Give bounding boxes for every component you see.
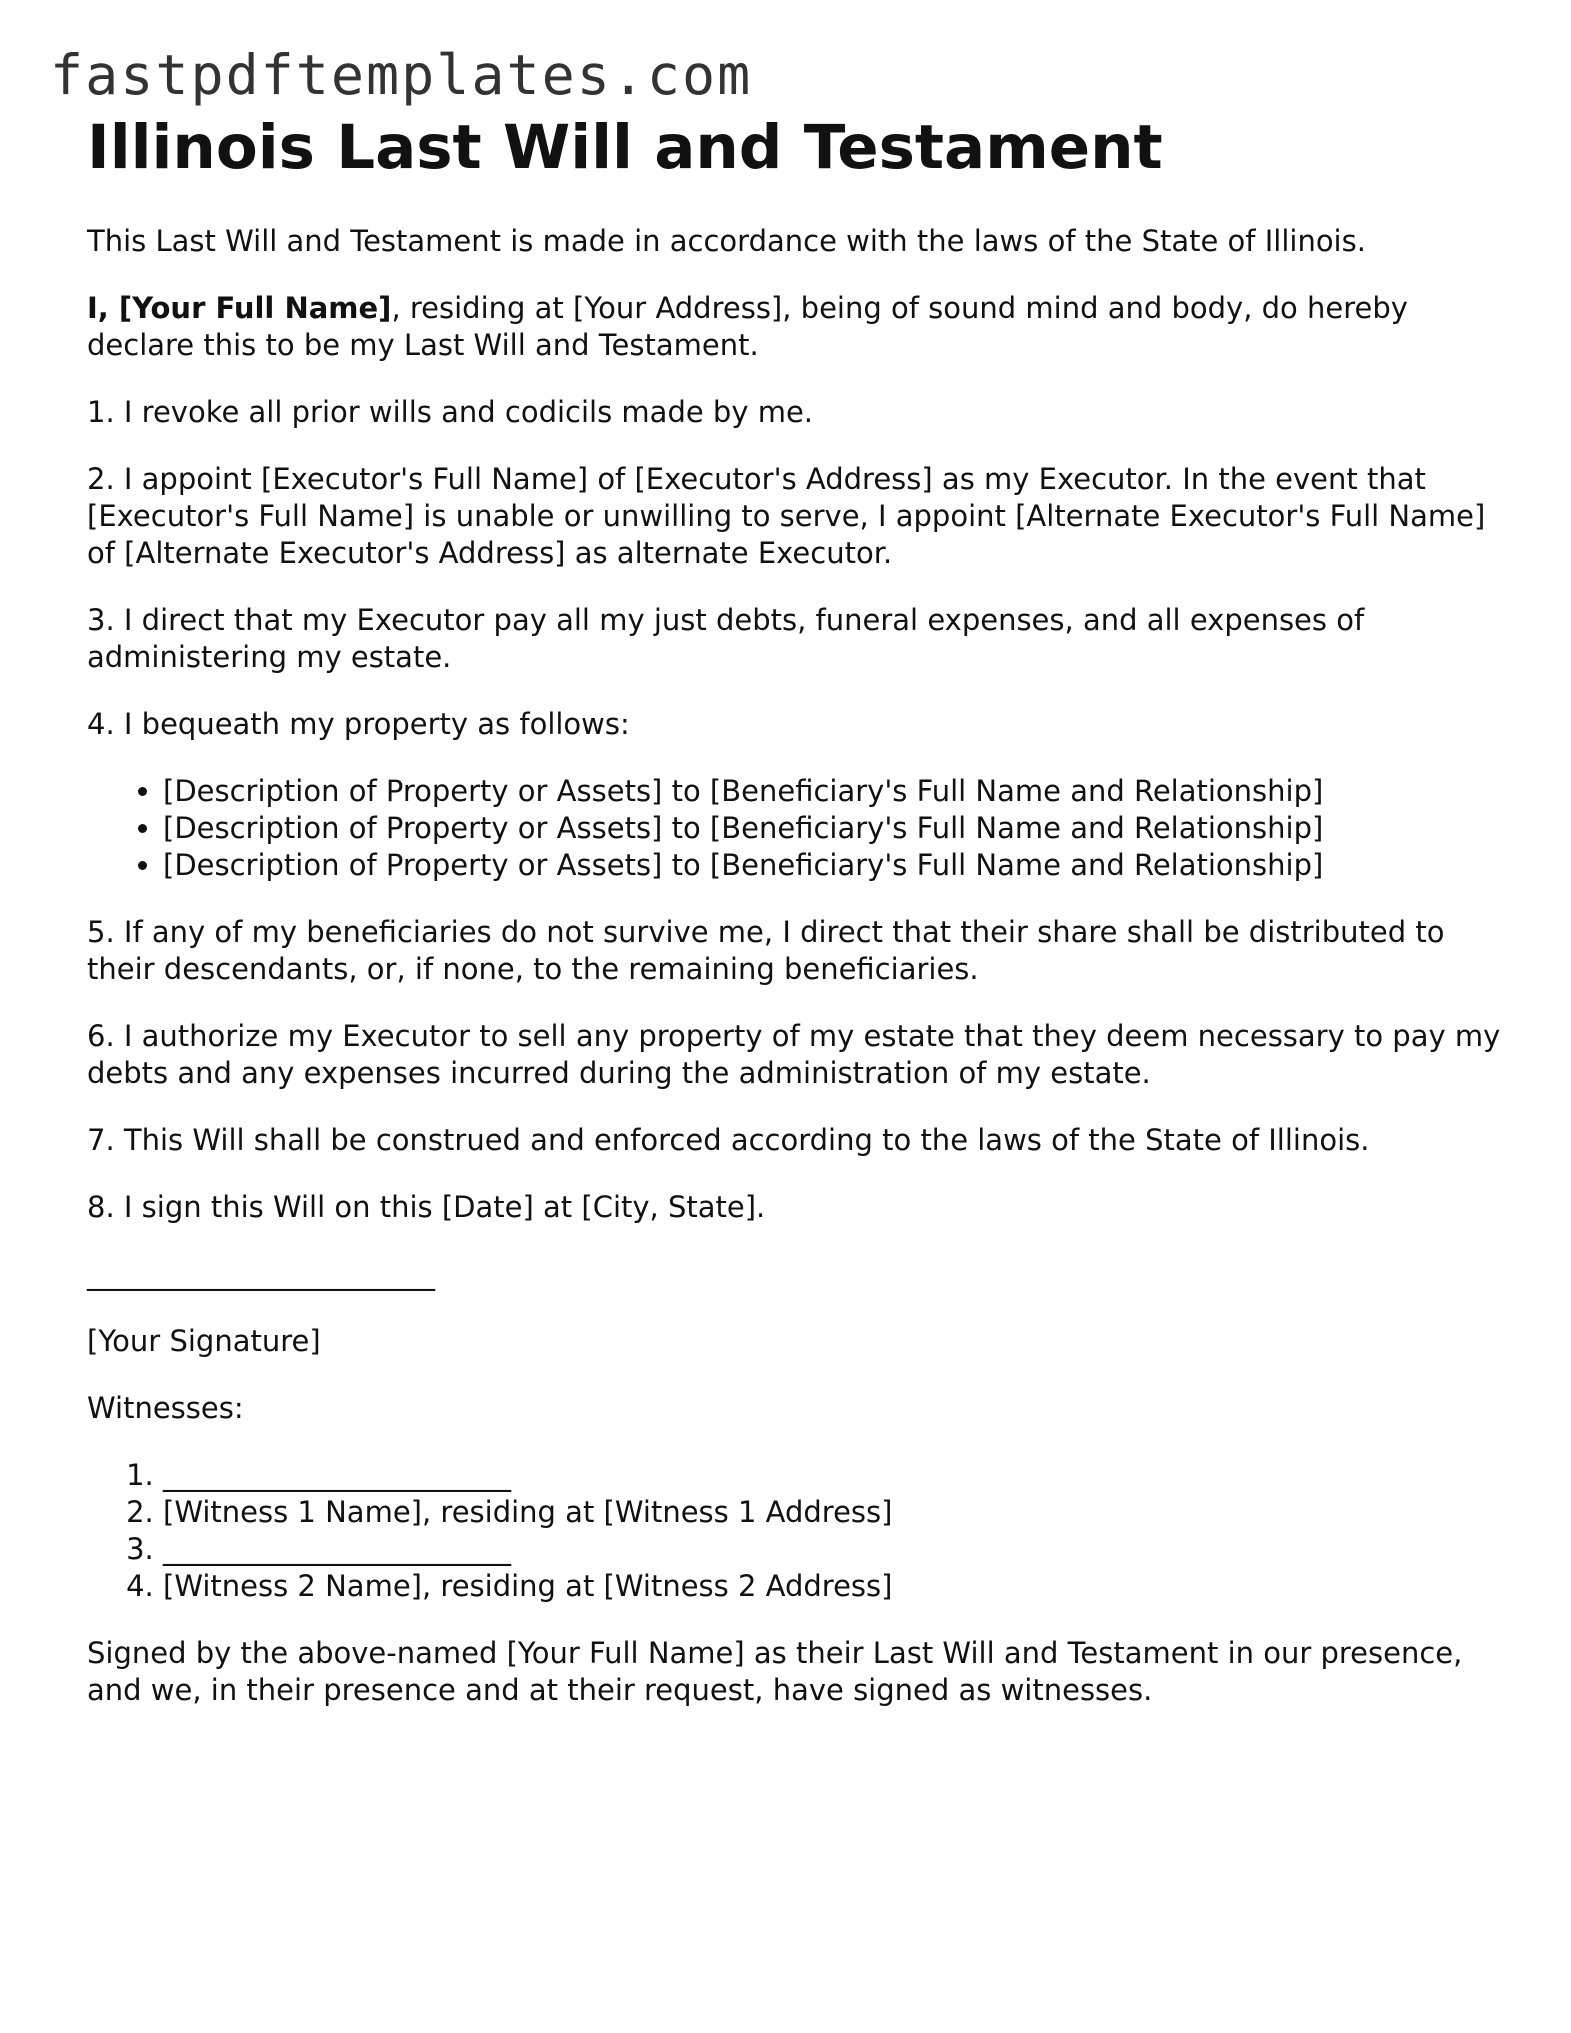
declaration-text: , residing at [Your Address], being of sound mind and body, do hereby declare this to be my Last Will and Testament. [87, 291, 1408, 362]
signature-label: [Your Signature] [87, 1324, 321, 1358]
intro-paragraph: This Last Will and Testament is made in accordance with the laws of the State of Illinois. [87, 224, 1366, 258]
witness-name-address: 4. [Witness 2 Name], residing at [Witness 2 Address] [163, 1568, 1507, 1605]
witnesses-label: Witnesses: [87, 1391, 244, 1425]
declaration-name: I, [Your Full Name] [87, 291, 392, 325]
document-page [87, 108, 1507, 1709]
bequest-item: • [Description of Property or Assets] to [Beneficiary's Full Name and Relationship] [163, 847, 1507, 884]
bequest-item: • [Description of Property or Assets] to [Beneficiary's Full Name and Relationship] [163, 810, 1507, 847]
clause-1: 1. I revoke all prior wills and codicils made by me. [87, 395, 814, 429]
witness-signature-line: 1. ________________________ [163, 1457, 1507, 1494]
bequest-item: • [Description of Property or Assets] to [Beneficiary's Full Name and Relationship] [163, 773, 1507, 810]
declaration-paragraph [87, 290, 1507, 364]
document-title: Illinois Last Will and Testament [87, 112, 1163, 183]
clause-7: 7. This Will shall be construed and enforced according to the laws of the State of Illinois. [87, 1123, 1370, 1157]
witness-signature-line: 3. ________________________ [163, 1531, 1507, 1568]
witness-list [87, 1457, 1507, 1605]
bequest-list [87, 773, 1507, 884]
clause-5: 5. If any of my beneficiaries do not survive me, I direct that their share shall be distributed to their descendants, or, if none, to the remaining beneficiaries. [87, 915, 1445, 986]
clause-2: 2. I appoint [Executor's Full Name] of [Executor's Address] as my Executor. In the event that [Executor's Full Name] is unable or unwilling to serve, I appoint [Alternate Executor's Full Name] of [Alternate Executor's Address] as alternate Executor. [87, 462, 1486, 570]
clause-4: 4. I bequeath my property as follows: [87, 707, 630, 741]
clause-3: 3. I direct that my Executor pay all my just debts, funeral expenses, and all expenses of administering my estate. [87, 603, 1365, 674]
attestation-paragraph: Signed by the above-named [Your Full Name] as their Last Will and Testament in our presence, and we, in their presence and at their request, have signed as witnesses. [87, 1636, 1463, 1707]
watermark: fastpdftemplates.com [50, 43, 753, 107]
signature-line: ________________________ [87, 1257, 435, 1291]
clause-6: 6. I authorize my Executor to sell any property of my estate that they deem necessary to pay my debts and any expenses incurred during the administration of my estate. [87, 1019, 1501, 1090]
witness-name-address: 2. [Witness 1 Name], residing at [Witness 1 Address] [163, 1494, 1507, 1531]
clause-8: 8. I sign this Will on this [Date] at [City, State]. [87, 1190, 766, 1224]
